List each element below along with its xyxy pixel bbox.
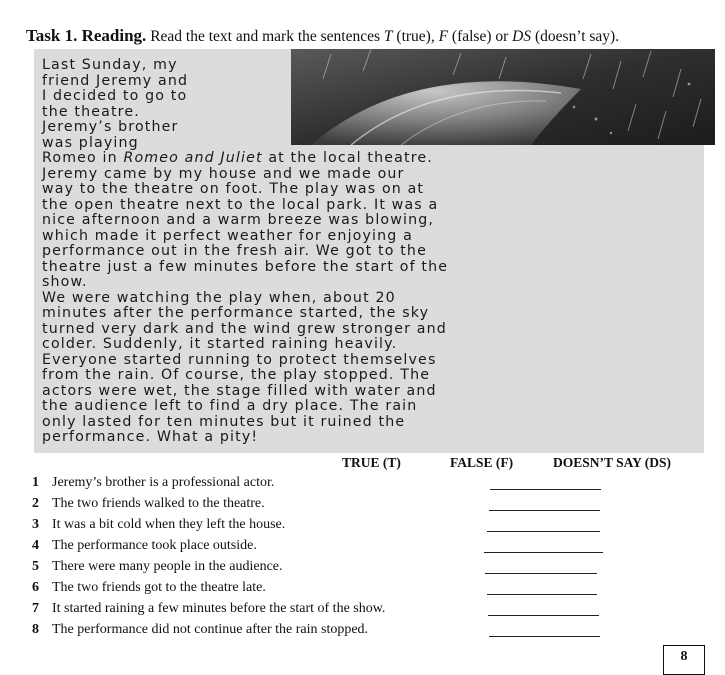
true-symbol: T <box>383 28 393 45</box>
statement-number: 6 <box>32 580 39 595</box>
statement-text: Jeremy’s brother is a professional actor. <box>52 475 275 490</box>
passage-line: actors were wet, the stage filled with water and <box>42 382 437 399</box>
passage-line: performance out in the fresh air. We got to the <box>42 243 427 259</box>
statement-item <box>32 535 712 556</box>
play-title: Romeo and Juliet <box>123 150 263 166</box>
score-box: 8 <box>663 645 705 675</box>
passage-line: performance. What a pity! <box>42 429 259 445</box>
passage-line: was playing <box>42 134 139 151</box>
statement-item <box>32 514 712 535</box>
passage-line: minutes after the performance started, the sky <box>42 305 430 321</box>
statement-number: 5 <box>32 559 39 574</box>
answer-blank[interactable] <box>485 573 597 574</box>
passage-line: the theatre. <box>42 103 140 120</box>
passage-line: turned very dark and the wind grew stronger and <box>42 320 447 337</box>
task-heading: Task 1. Reading. <box>26 26 147 45</box>
passage-line: nice afternoon and a warm breeze was blowing, <box>42 212 435 228</box>
statement-text: There were many people in the audience. <box>52 559 283 574</box>
statement-text: The performance took place outside. <box>52 538 257 553</box>
statement-number: 1 <box>32 475 39 490</box>
passage-line: only lasted for ten minutes but it ruined the <box>42 413 406 430</box>
instruction-lead: Read the text and mark the sentences <box>146 28 384 45</box>
passage-line: which made it perfect weather for enjoying a <box>42 227 413 244</box>
statement-number: 3 <box>32 517 39 532</box>
passage-line: Jeremy’s brother <box>42 119 179 135</box>
passage-line: from the rain. Of course, the play stopped. The <box>42 367 431 383</box>
doesnt-say-meaning: (doesn’t say). <box>531 28 620 45</box>
statement-item <box>32 472 712 493</box>
passage-line: We were watching the play when, about 20 <box>42 289 396 306</box>
passage-line: Jeremy came by my house and we made our <box>42 165 405 182</box>
passage-line: show. <box>42 274 88 290</box>
statement-item <box>32 493 712 514</box>
passage-line: theatre just a few minutes before the start of the <box>42 258 449 275</box>
statement-number: 7 <box>32 601 39 616</box>
passage-line: Everyone started running to protect themselves <box>42 351 437 368</box>
column-header-false: FALSE (F) <box>450 455 514 470</box>
statement-text: It started raining a few minutes before the start of the show. <box>52 601 386 616</box>
false-meaning: (false) or <box>448 28 513 45</box>
task-title <box>26 26 716 46</box>
statement-list <box>32 472 712 640</box>
answer-blank[interactable] <box>489 636 600 637</box>
statement-item <box>32 556 712 577</box>
answer-blank[interactable] <box>484 552 603 553</box>
passage-line: the open theatre next to the local park. It was a <box>42 196 439 213</box>
passage-line: Last Sunday, my <box>42 57 178 73</box>
answer-blank[interactable] <box>489 510 600 511</box>
true-meaning: (true), <box>392 28 439 45</box>
passage-fragment: at the local theatre. <box>262 150 433 166</box>
passage-line <box>42 151 702 167</box>
statement-text: The two friends walked to the theatre. <box>52 496 265 511</box>
reading-passage <box>42 58 702 446</box>
statement-number: 4 <box>32 538 39 553</box>
answer-blank[interactable] <box>487 531 600 532</box>
statement-text: It was a bit cold when they left the house. <box>52 517 286 532</box>
column-header-doesnt-say: DOESN’T SAY (DS) <box>553 455 672 470</box>
statement-item <box>32 598 712 619</box>
passage-line: friend Jeremy and <box>42 72 189 89</box>
doesnt-say-symbol: DS <box>512 28 532 45</box>
statement-number: 8 <box>32 622 39 637</box>
passage-line: colder. Suddenly, it started raining heavily. <box>42 336 398 352</box>
column-header-true: TRUE (T) <box>342 455 401 470</box>
passage-fragment: Romeo in <box>42 150 124 166</box>
answer-blank[interactable] <box>488 615 599 616</box>
answer-blank[interactable] <box>487 594 597 595</box>
false-symbol: F <box>438 28 449 45</box>
statement-text: The two friends got to the theatre late. <box>52 580 266 595</box>
passage-line: I decided to go to <box>42 88 188 104</box>
statement-text: The performance did not continue after the rain stopped. <box>52 622 369 637</box>
statement-item <box>32 577 712 598</box>
statement-number: 2 <box>32 496 39 511</box>
answer-blank[interactable] <box>490 489 601 490</box>
passage-line: the audience left to find a dry place. The rain <box>42 398 418 414</box>
passage-line: way to the theatre on foot. The play was on at <box>42 181 425 197</box>
statement-item <box>32 619 712 640</box>
